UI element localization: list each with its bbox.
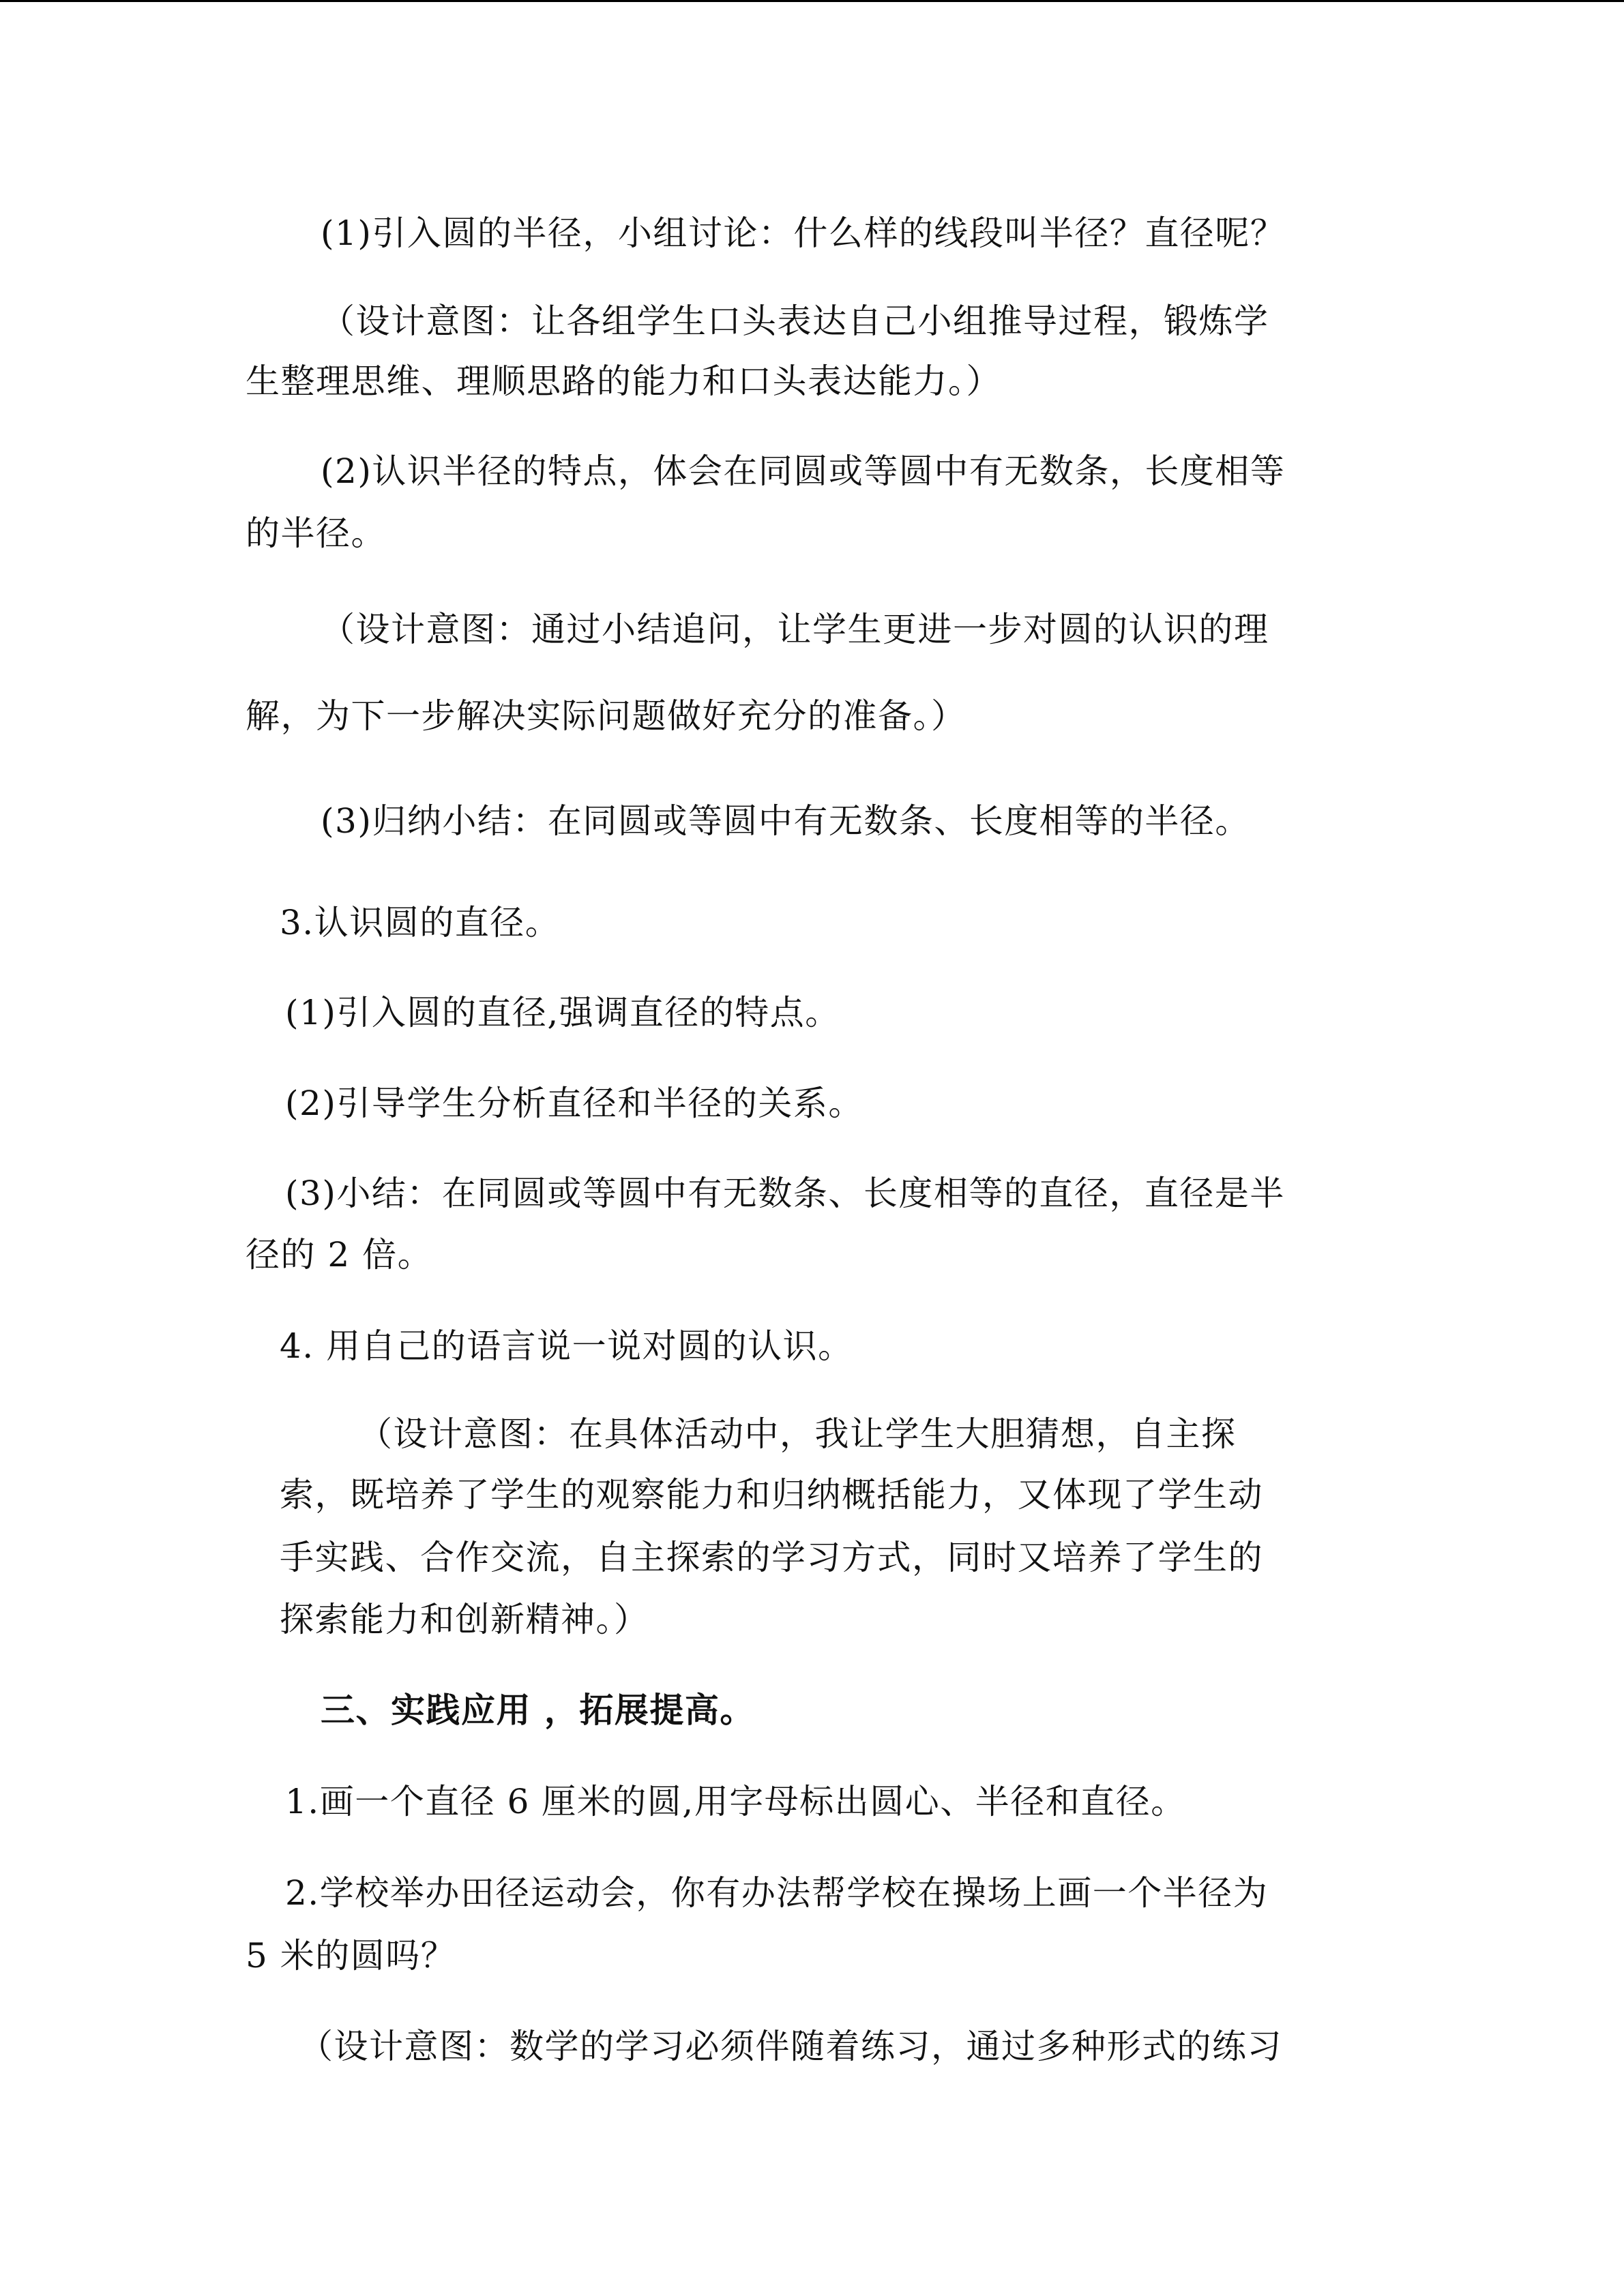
text-line: （设计意图：在具体活动中，我让学生大胆猜想，自主探 xyxy=(358,1414,1237,1454)
section-subheading: 4. 用自己的语言说一说对圆的认识。 xyxy=(280,1326,853,1366)
text-line: 的半径。 xyxy=(246,513,386,553)
text-line: （设计意图：数学的学习必须伴随着练习，通过多种形式的练习 xyxy=(299,2027,1282,2066)
text-line: (2)认识半径的特点，体会在同圆或等圆中有无数条，长度相等 xyxy=(321,451,1286,491)
text-line: (1)引入圆的半径，小组讨论：什么样的线段叫半径？直径呢？ xyxy=(321,213,1286,253)
text-line: 5 米的圆吗？ xyxy=(246,1936,456,1976)
text-line: 生整理思维、理顺思路的能力和口头表达能力。） xyxy=(246,361,1001,401)
text-line: 探索能力和创新精神。） xyxy=(280,1600,649,1639)
text-line: （设计意图：通过小结追问，让学生更进一步对圆的认识的理 xyxy=(321,610,1269,649)
text-line: 2.学校举办田径运动会，你有办法帮学校在操场上画一个半径为 xyxy=(285,1873,1269,1913)
text-line: 解，为下一步解决实际问题做好充分的准备。） xyxy=(246,696,966,736)
text-line: (2)引导学生分析直径和半径的关系。 xyxy=(285,1084,863,1123)
text-line: （设计意图：让各组学生口头表达自己小组推导过程，锻炼学 xyxy=(321,301,1269,341)
section-heading: 三、实践应用 ，拓展提高。 xyxy=(321,1690,755,1730)
section-subheading: 3.认识圆的直径。 xyxy=(280,903,561,942)
text-line: 手实践、合作交流，自主探索的学习方式，同时又培养了学生的 xyxy=(280,1538,1263,1577)
text-line: 索，既培养了学生的观察能力和归纳概括能力，又体现了学生动 xyxy=(280,1475,1263,1515)
text-line: (3)小结：在同圆或等圆中有无数条、长度相等的直径，直径是半 xyxy=(285,1174,1285,1213)
text-line: (3)归纳小结：在同圆或等圆中有无数条、长度相等的半径。 xyxy=(321,801,1250,841)
text-line: 径的 2 倍。 xyxy=(246,1235,433,1274)
text-line: (1)引入圆的直径,强调直径的特点。 xyxy=(285,993,840,1032)
text-line: 1.画一个直径 6 厘米的圆,用字母标出圆心、半径和直径。 xyxy=(285,1782,1186,1821)
